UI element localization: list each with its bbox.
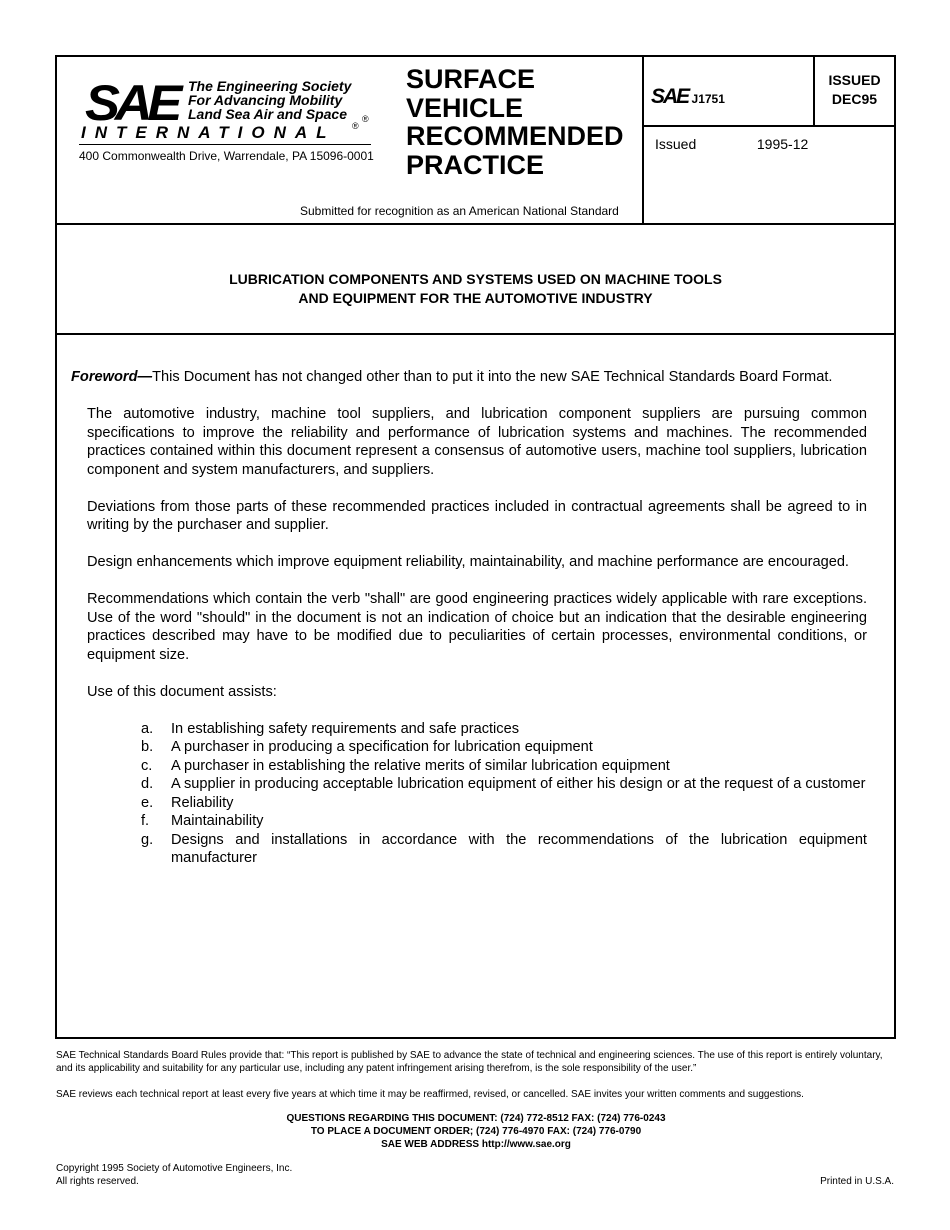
footer-review: SAE reviews each technical report at least every five years at which time it may be reaffirmed, revised, or cancelled. SAE invites your written comments and suggestions. — [56, 1089, 804, 1100]
header-bottom-rule — [57, 223, 894, 225]
logo-tagline: The Engineering Society For Advancing Mobility Land Sea Air and Space — [188, 78, 352, 122]
status-cell: ISSUED DEC95 — [828, 72, 881, 107]
list-item: c. A purchaser in establishing the relative merits of similar lubrication equipment — [141, 757, 670, 774]
document-id — [651, 85, 725, 109]
footer-printed: Printed in U.S.A. — [820, 1176, 894, 1187]
document-title: LUBRICATION COMPONENTS AND SYSTEMS USED ON MACHINE TOOLS AND EQUIPMENT FOR THE AUTOMOTIVE INDUSTRY — [229, 271, 722, 306]
issued-date: 1995-12 — [756, 136, 809, 152]
paragraph: Deviations from those parts of these recommended practices included in contractual agreements shall be agreed to in writing by the purchaser and supplier. — [87, 498, 867, 533]
list-item: g. Designs and installations in accordance with the recommendations of the lubrication equipment manufacturer — [141, 831, 867, 866]
document-frame — [55, 55, 896, 1039]
paragraph: The automotive industry, machine tool suppliers, and lubrication component suppliers are pursuing common specifications to improve the reliability and performance of lubrication systems and machines. The recommended practices contained within this document represent a consensus of automotive users, machine tool suppliers, lubrication component and system manufacturers, and suppliers. — [87, 406, 867, 478]
sae-mini-logo: SAE — [651, 85, 689, 108]
list-item: b. A purchaser in producing a specification for lubrication equipment — [141, 739, 593, 755]
paragraph: Recommendations which contain the verb "shall" are good engineering practices widely applicable with rare exceptions. Use of the word "should" in the document is not an indication of choice but an indication that the desirable engineering practices described may have to be modified due to peculiarities of certain processes, environmental conditions, or equipment size. — [87, 591, 867, 663]
list-item: f. Maintainability — [141, 813, 264, 829]
logo-international: INTERNATIONAL — [81, 123, 336, 142]
footer-rules: SAE Technical Standards Board Rules provide that: “This report is published by SAE to advance the state of technical and engineering sciences. The use of this report is entirely voluntary, and its applicability and suitability for any particular use, including any patent infringement arising therefrom, is the sole responsibility of the user.” — [56, 1050, 883, 1074]
foreword — [71, 368, 867, 387]
id-divider — [644, 125, 894, 127]
footer-copyright: Copyright 1995 Society of Automotive Engineers, Inc. All rights reserved. — [56, 1163, 293, 1187]
submitted-note: Submitted for recognition as an American National Standard — [300, 204, 619, 218]
assist-list — [71, 720, 867, 868]
foreword-text: This Document has not changed other than to put it into the new SAE Technical Standards Board Format. — [152, 369, 833, 385]
document-body — [71, 368, 867, 868]
footer-contact: QUESTIONS REGARDING THIS DOCUMENT: (724) 772-8512 FAX: (724) 776-0243 TO PLACE A DOCUMENT ORDER; (724) 776-4970 FAX: (724) 776-0790 SAE WEB ADDRESS http://www.sae.org — [286, 1113, 666, 1150]
logo-mark: SAE — [85, 75, 178, 131]
document-type: SURFACE VEHICLE RECOMMENDED PRACTICE — [406, 64, 624, 180]
paragraph: Design enhancements which improve equipment reliability, maintainability, and machine performance are encouraged. — [87, 554, 849, 570]
paragraph: Use of this document assists: — [87, 683, 277, 700]
registered-mark: ® — [362, 114, 369, 124]
title-bottom-rule — [57, 333, 894, 335]
logo-rule — [79, 144, 371, 145]
document-number: J1751 — [691, 92, 725, 106]
list-item: e. Reliability — [141, 794, 234, 811]
foreword-label: Foreword— — [71, 369, 153, 385]
list-item: d. A supplier in producing acceptable lubrication equipment of either his design or at the request of a customer — [141, 776, 866, 792]
issued-label: Issued — [655, 136, 697, 152]
header-divider-vertical — [642, 57, 644, 223]
address: 400 Commonwealth Drive, Warrendale, PA 15096-0001 — [79, 149, 374, 163]
issued-row — [655, 136, 808, 152]
list-item: a. In establishing safety requirements and safe practices — [141, 720, 520, 737]
registered-mark-2: ® — [352, 121, 359, 131]
